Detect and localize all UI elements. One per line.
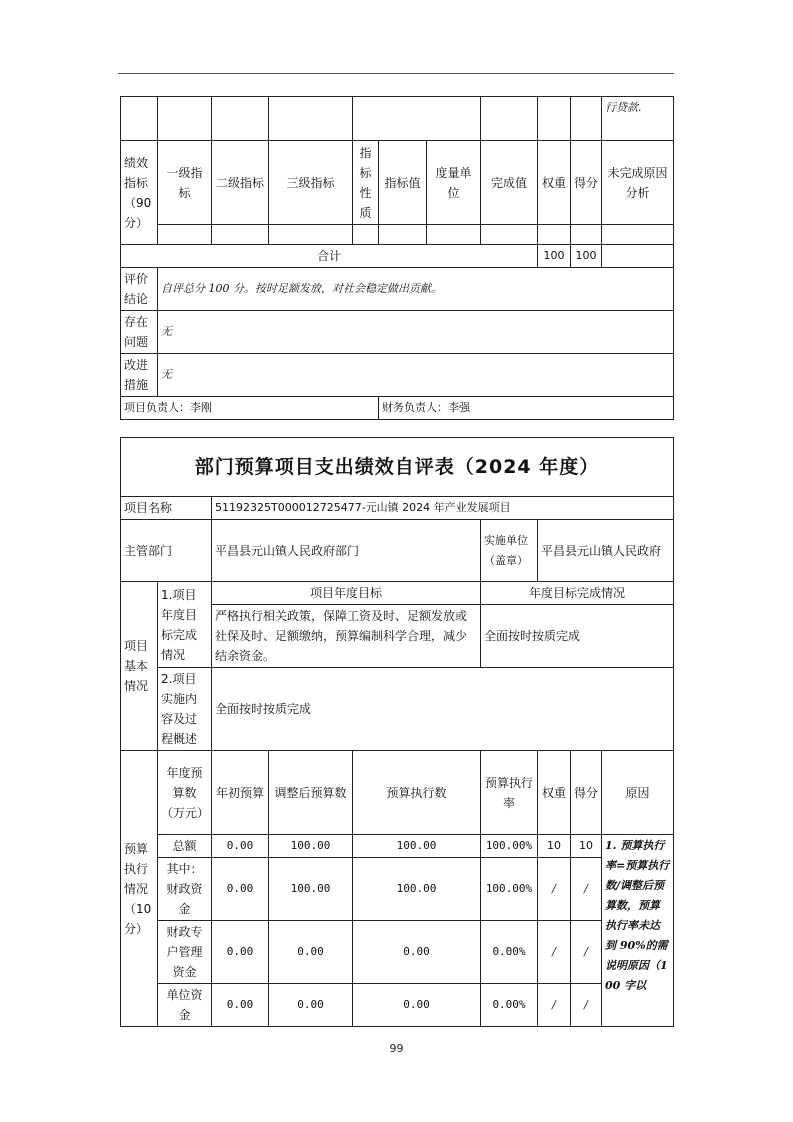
budget-header-executed: 预算执行数 bbox=[353, 751, 481, 835]
basic-info-label: 项目基本情况 bbox=[121, 582, 158, 751]
header-reason: 未完成原因分析 bbox=[602, 141, 674, 225]
total-label: 合计 bbox=[121, 245, 538, 268]
cell bbox=[269, 97, 353, 141]
header-level1: 一级指标 bbox=[158, 141, 212, 225]
project-name-value: 51192325T000012725477-元山镇 2024 年产业发展项目 bbox=[212, 497, 674, 520]
signature-row bbox=[121, 397, 674, 420]
total-row bbox=[121, 245, 674, 268]
cell bbox=[158, 225, 212, 245]
page-number: 99 bbox=[389, 1042, 404, 1055]
department-label: 主管部门 bbox=[121, 520, 212, 582]
cell bbox=[427, 225, 481, 245]
header-unit: 度量单位 bbox=[427, 141, 481, 225]
perf-section-label: 绩效指标（90分） bbox=[121, 141, 158, 245]
header-level2: 二级指标 bbox=[212, 141, 269, 225]
evaluation-label: 评价结论 bbox=[121, 268, 158, 311]
budget-executed: 100.00 bbox=[353, 835, 481, 858]
header-score: 得分 bbox=[571, 141, 602, 225]
unfinished-reason-note: 行贷款. bbox=[602, 97, 674, 141]
budget-header-rate: 预算执行率 bbox=[481, 751, 538, 835]
completion-text: 全面按时按质完成 bbox=[481, 605, 674, 668]
header-nature: 指标性质 bbox=[353, 141, 379, 225]
budget-rate: 0.00% bbox=[481, 984, 538, 1027]
budget-header-adjusted: 调整后预算数 bbox=[269, 751, 353, 835]
budget-initial: 0.00 bbox=[212, 835, 269, 858]
budget-weight: / bbox=[538, 984, 571, 1027]
header-completed: 完成值 bbox=[481, 141, 538, 225]
budget-weight: 10 bbox=[538, 835, 571, 858]
budget-header-reason: 原因 bbox=[602, 751, 674, 835]
impl-section-label: 2.项目实施内容及过程概述 bbox=[158, 668, 212, 751]
header-level3: 三级指标 bbox=[269, 141, 353, 225]
budget-weight: / bbox=[538, 858, 571, 921]
budget-row bbox=[121, 921, 674, 984]
impl-text: 全面按时按质完成 bbox=[212, 668, 674, 751]
budget-score: / bbox=[571, 858, 602, 921]
budget-row-label: 单位资金 bbox=[158, 984, 212, 1027]
goal-section-label: 1.项目年度目标完成情况 bbox=[158, 582, 212, 668]
budget-header-row bbox=[121, 751, 674, 835]
header-value: 指标值 bbox=[379, 141, 427, 225]
cell bbox=[571, 97, 602, 141]
cell bbox=[212, 225, 269, 245]
goal-header-row bbox=[121, 582, 674, 605]
evaluation-text: 自评总分 100 分。按时足额发放，对社会稳定做出贡献。 bbox=[158, 268, 674, 311]
budget-header-initial: 年初预算 bbox=[212, 751, 269, 835]
budget-executed: 0.00 bbox=[353, 984, 481, 1027]
cell bbox=[602, 245, 674, 268]
cell bbox=[353, 97, 481, 141]
cell bbox=[158, 97, 212, 141]
budget-score: / bbox=[571, 984, 602, 1027]
header-weight: 权重 bbox=[538, 141, 571, 225]
budget-row-label: 总额 bbox=[158, 835, 212, 858]
table-row bbox=[121, 97, 674, 141]
department-value: 平昌县元山镇人民政府部门 bbox=[212, 520, 481, 582]
budget-evaluation-form bbox=[120, 437, 674, 1027]
total-score: 100 bbox=[571, 245, 602, 268]
performance-indicator-table bbox=[120, 96, 674, 420]
improve-row bbox=[121, 354, 674, 397]
total-weight: 100 bbox=[538, 245, 571, 268]
cell bbox=[353, 225, 379, 245]
budget-initial: 0.00 bbox=[212, 858, 269, 921]
cell bbox=[571, 225, 602, 245]
cell bbox=[212, 97, 269, 141]
impl-row bbox=[121, 668, 674, 751]
issues-row bbox=[121, 311, 674, 354]
budget-row bbox=[121, 858, 674, 921]
budget-executed: 0.00 bbox=[353, 921, 481, 984]
budget-rate: 0.00% bbox=[481, 921, 538, 984]
goal-header: 项目年度目标 bbox=[212, 582, 481, 605]
budget-reason-text: 1. 预算执行率=预算执行数/调整后预算数，预算执行率未达到 90%的需说明原因（100 字以 bbox=[602, 835, 674, 1027]
budget-adjusted: 100.00 bbox=[269, 858, 353, 921]
budget-row-label: 财政专户管理资金 bbox=[158, 921, 212, 984]
issues-label: 存在问题 bbox=[121, 311, 158, 354]
cell bbox=[602, 225, 674, 245]
cell bbox=[379, 225, 427, 245]
budget-executed: 100.00 bbox=[353, 858, 481, 921]
title-row bbox=[121, 438, 674, 497]
table-header-row bbox=[121, 141, 674, 225]
budget-score: / bbox=[571, 921, 602, 984]
cell bbox=[481, 225, 538, 245]
budget-row-label: 其中：财政资金 bbox=[158, 858, 212, 921]
header-rule bbox=[118, 73, 674, 74]
budget-weight: / bbox=[538, 921, 571, 984]
finance-lead: 财务负责人：李强 bbox=[379, 397, 674, 420]
budget-initial: 0.00 bbox=[212, 921, 269, 984]
budget-row bbox=[121, 984, 674, 1027]
goal-text: 严格执行相关政策，保障工资及时、足额发放或社保及时、足额缴纳，预算编制科学合理，减少结余资金。 bbox=[212, 605, 481, 668]
budget-rate: 100.00% bbox=[481, 858, 538, 921]
project-lead: 项目负责人：李刚 bbox=[121, 397, 379, 420]
budget-header-weight: 权重 bbox=[538, 751, 571, 835]
budget-exec-label: 预算执行情况（10分） bbox=[121, 751, 158, 1027]
improve-label: 改进措施 bbox=[121, 354, 158, 397]
budget-score: 10 bbox=[571, 835, 602, 858]
impl-unit-value: 平昌县元山镇人民政府 bbox=[538, 520, 674, 582]
project-name-row bbox=[121, 497, 674, 520]
cell bbox=[481, 97, 538, 141]
form-title: 部门预算项目支出绩效自评表（2024 年度） bbox=[121, 438, 674, 497]
budget-rate: 100.00% bbox=[481, 835, 538, 858]
improve-text: 无 bbox=[158, 354, 674, 397]
cell bbox=[538, 97, 571, 141]
department-row bbox=[121, 520, 674, 582]
impl-unit-label: 实施单位（盖章） bbox=[481, 520, 538, 582]
cell bbox=[269, 225, 353, 245]
cell bbox=[538, 225, 571, 245]
budget-header-score: 得分 bbox=[571, 751, 602, 835]
budget-adjusted: 0.00 bbox=[269, 921, 353, 984]
budget-adjusted: 100.00 bbox=[269, 835, 353, 858]
budget-row bbox=[121, 835, 674, 858]
budget-adjusted: 0.00 bbox=[269, 984, 353, 1027]
evaluation-row bbox=[121, 268, 674, 311]
completion-header: 年度目标完成情况 bbox=[481, 582, 674, 605]
budget-initial: 0.00 bbox=[212, 984, 269, 1027]
table-row bbox=[121, 225, 674, 245]
cell bbox=[121, 97, 158, 141]
issues-text: 无 bbox=[158, 311, 674, 354]
budget-header-annual: 年度预算数（万元） bbox=[158, 751, 212, 835]
project-name-label: 项目名称 bbox=[121, 497, 212, 520]
